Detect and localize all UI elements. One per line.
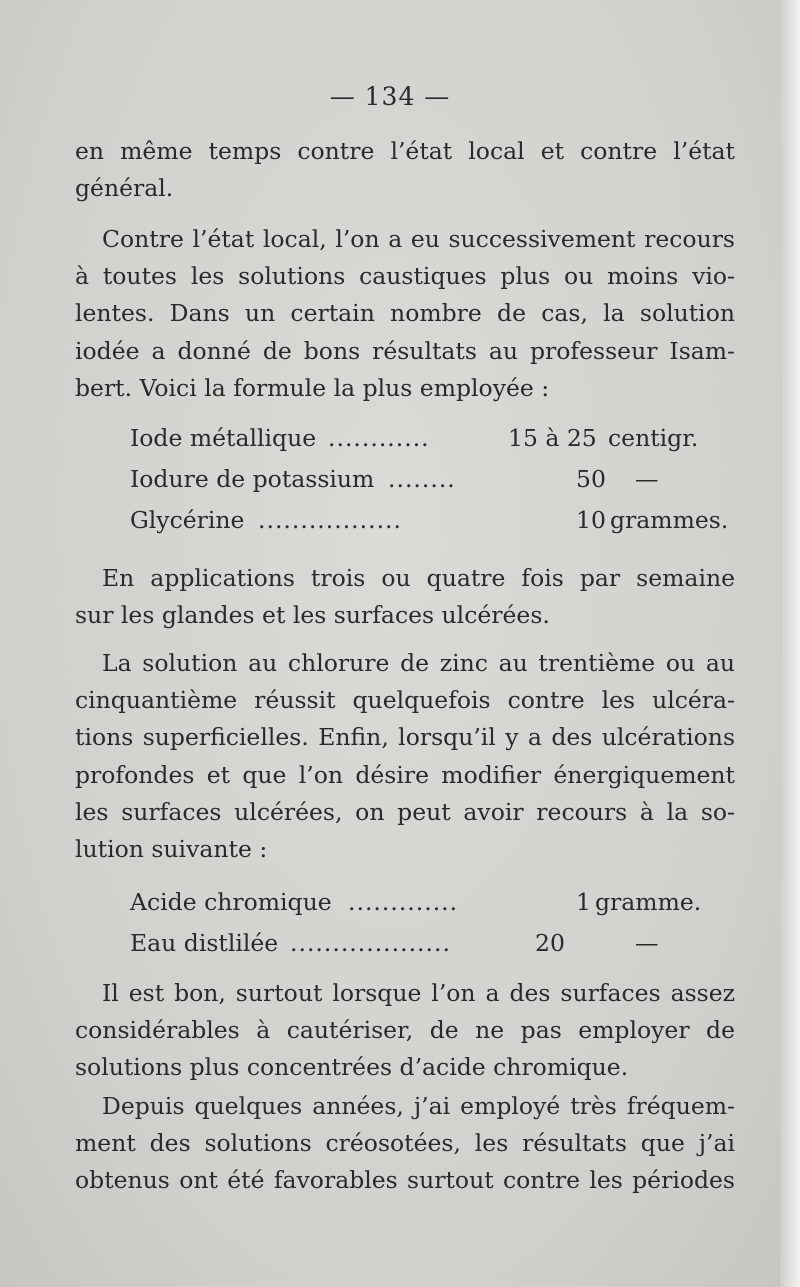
text-line: cinquantième réussit quelquefois contre les ulcéra- [75,686,735,715]
text-line: solutions plus concentrées d’acide chromique. [75,1053,629,1082]
text-line: tions superficielles. Enfin, lorsqu’il y a des ulcérations [75,723,735,752]
text-line: considérables à cautériser, de ne pas employer de [75,1016,735,1045]
leader-dots: ........ [388,465,456,493]
ingredient-name: Glycérine [130,506,245,534]
formula-row [130,500,750,541]
ingredient-name: Acide chromique [130,888,332,916]
ingredient-name: Iode métallique [130,424,317,452]
text-line: Il est bon, surtout lorsque l’on a des surfaces assez [102,979,735,1007]
ingredient-amount: 50 [576,465,606,493]
leader-dots: ............ [328,424,430,452]
text-line: En applications trois ou quatre fois par semaine [102,564,735,592]
ingredient-unit: centigr. [608,424,699,452]
page-number: — 134 — [329,82,451,111]
text-line: en même temps contre l’état local et contre l’état [75,137,735,165]
text-line: les surfaces ulcérées, on peut avoir recours à la so- [75,797,735,826]
ingredient-amount: 15 à 25 [508,424,597,452]
leader-dots: ................. [258,506,402,534]
text-line: Depuis quelques années, j’ai employé très fréquem- [102,1092,735,1120]
leader-dots: ................... [290,929,451,957]
paragraph-4 [75,645,735,868]
text-line: lution suivante : [75,834,268,863]
ingredient-name: Eau distlilée [130,929,279,957]
text-line: Contre l’état local, l’on a eu successivement recours [102,225,735,253]
ingredient-unit: gramme. [595,888,702,916]
ingredient-amount: 10 [576,506,606,534]
ingredient-amount: 20 [535,929,565,957]
paragraph-3 [75,560,735,634]
leader-dots: ............. [348,888,459,916]
text-line: ment des solutions créosotées, les résultats que j’ai [75,1129,735,1158]
formula-table-2 [130,882,750,964]
paragraph-5 [75,975,735,1087]
text-line: bert. Voici la formule la plus employée : [75,373,550,402]
text-line: sur les glandes et les surfaces ulcérées. [75,601,550,630]
ingredient-unit: grammes. [610,506,729,534]
text-line: général. [75,174,174,203]
formula-table-1 [130,418,750,541]
formula-row [130,459,750,500]
paragraph-1 [75,133,735,207]
text-line: iodée a donné de bons résultats au professeur Isam- [75,336,735,365]
text-line: La solution au chlorure de zinc au trentième ou au [102,649,735,677]
formula-row [130,923,750,964]
ingredient-name: Iodure de potassium [130,465,375,493]
formula-row [130,882,750,923]
formula-row [130,418,750,459]
paragraph-2 [75,221,735,407]
paragraph-6 [75,1088,735,1200]
ingredient-amount: 1 [576,888,591,916]
text-line: lentes. Dans un certain nombre de cas, la solution [75,299,735,328]
ingredient-unit: — [635,465,659,493]
text-line: obtenus ont été favorables surtout contre les périodes [75,1166,735,1195]
ingredient-unit: — [635,929,659,957]
text-line: à toutes les solutions caustiques plus ou moins vio- [75,262,735,291]
text-line: profondes et que l’on désire modifier énergiquement [75,760,735,789]
page-edge [780,0,800,1287]
